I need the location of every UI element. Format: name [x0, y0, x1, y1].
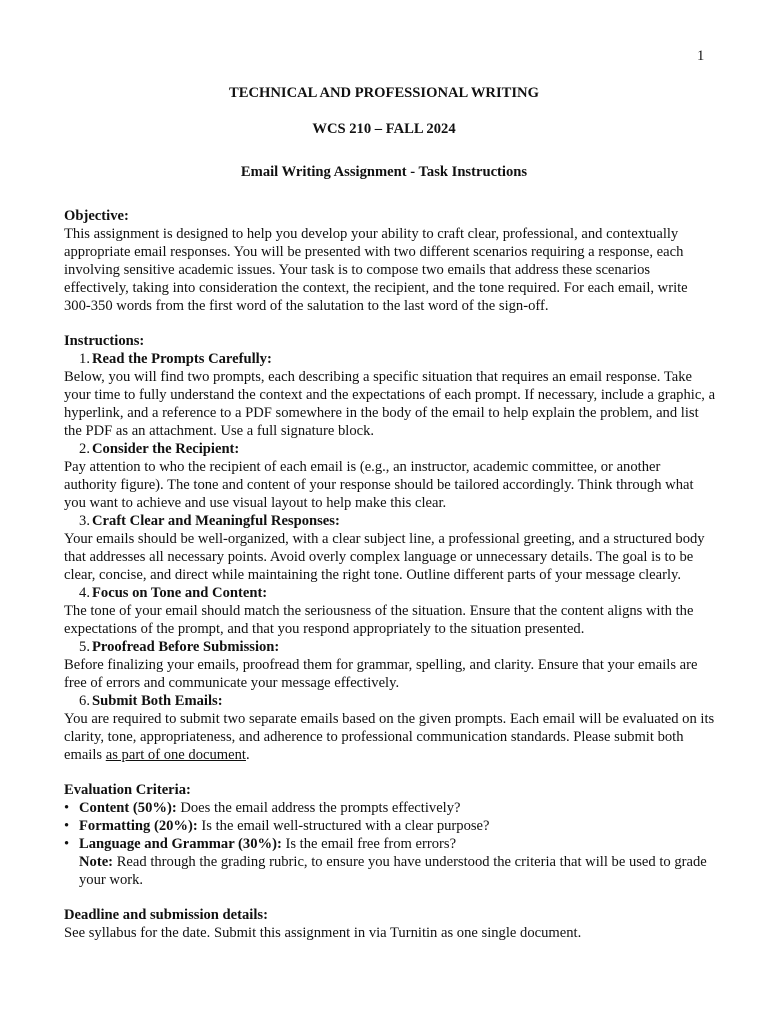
instruction-item	[64, 512, 716, 584]
course-code: WCS 210 – FALL 2024	[312, 121, 456, 137]
criterion-text: Is the email well-structured with a clear purpose?	[197, 818, 490, 834]
instruction-number: 2.	[79, 441, 90, 457]
deadline-text: See syllabus for the date. Submit this assignment in via Turnitin as one single document.	[64, 925, 582, 941]
instruction-text-part: .	[245, 747, 250, 763]
note-text: Read through the grading rubric, to ensure you have understood the criteria that will be used to grade your work.	[79, 854, 707, 888]
course-title: TECHNICAL AND PROFESSIONAL WRITING	[229, 85, 539, 101]
instruction-title: Submit Both Emails:	[92, 693, 223, 709]
instruction-text: Pay attention to who the recipient of each email is (e.g., an instructor, academic committee, or another authority figure). The tone and content of your response should be tailored accordingly. Think through what you want to achieve and use visual layout to help make this clear.	[64, 459, 694, 511]
instruction-item	[64, 692, 716, 764]
page-number: 1	[697, 48, 705, 64]
evaluation-item	[64, 799, 716, 817]
instruction-item	[64, 440, 716, 512]
bullet-icon: •	[64, 818, 70, 834]
criterion-label: Formatting (20%):	[79, 818, 198, 834]
instruction-number: 1.	[79, 351, 90, 367]
instruction-number: 4.	[79, 585, 90, 601]
evaluation-item	[64, 835, 716, 853]
evaluation-note	[64, 853, 716, 889]
instruction-title: Consider the Recipient:	[92, 441, 240, 457]
instructions-heading: Instructions:	[64, 333, 145, 349]
instruction-text-part: You are required to submit two separate emails based on the given prompts. Each email will be evaluated on its clarity, tone, appropriateness, and adherence to professional communication standards. Please submit both emails	[64, 711, 715, 763]
instruction-title: Proofread Before Submission:	[92, 639, 280, 655]
instruction-number: 3.	[79, 513, 90, 529]
criterion-text: Does the email address the prompts effectively?	[176, 800, 461, 816]
criterion-label: Content (50%):	[79, 800, 177, 816]
assignment-title: Email Writing Assignment - Task Instructions	[240, 164, 528, 180]
instruction-item	[64, 584, 716, 638]
evaluation-list	[64, 799, 716, 853]
instructions-list	[64, 350, 716, 764]
bullet-icon: •	[64, 836, 70, 852]
instruction-text: Before finalizing your emails, proofread them for grammar, spelling, and clarity. Ensure that your emails are free of errors and communicate your message effectively.	[64, 657, 698, 691]
instruction-item	[64, 350, 716, 440]
objective-heading: Objective:	[64, 208, 129, 224]
instruction-title: Focus on Tone and Content:	[92, 585, 268, 601]
bullet-icon: •	[64, 800, 70, 816]
instruction-text	[64, 710, 716, 764]
instruction-title: Read the Prompts Carefully:	[92, 351, 272, 367]
document-body	[64, 207, 716, 942]
criterion-label: Language and Grammar (30%):	[79, 836, 282, 852]
evaluation-heading: Evaluation Criteria:	[64, 782, 191, 798]
instruction-number: 5.	[79, 639, 90, 655]
objective-text: This assignment is designed to help you develop your ability to craft clear, professional, and contextually appropriate email responses. You will be presented with two different scenarios requiring a response, each involving sensitive academic issues. Your task is to compose two emails that address these scenarios effectively, taking into consideration the context, the recipient, and the tone required. For each email, write 300-350 words from the first word of the salutation to the last word of the sign-off.	[64, 226, 688, 314]
instruction-number: 6.	[79, 693, 90, 709]
criterion-text: Is the email free from errors?	[281, 836, 457, 852]
deadline-heading: Deadline and submission details:	[64, 907, 268, 923]
instruction-text: Below, you will find two prompts, each describing a specific situation that requires an email response. Take your time to fully understand the context and the expectations of each prompt. If necessary, include a graphic, a hyperlink, and a reference to a PDF somewhere in the body of the email to help explain the problem, and list the PDF as an attachment. Use a full signature block.	[64, 369, 716, 439]
instruction-text: The tone of your email should match the seriousness of the situation. Ensure that the content aligns with the expectations of the prompt, and that you respond appropriately to the situation presented.	[64, 603, 694, 637]
instruction-item	[64, 638, 716, 692]
note-label: Note:	[79, 854, 114, 870]
evaluation-item	[64, 817, 716, 835]
instruction-title: Craft Clear and Meaningful Responses:	[92, 513, 340, 529]
underlined-phrase: as part of one document	[105, 747, 246, 763]
instruction-text: Your emails should be well-organized, with a clear subject line, a professional greeting, and a structured body that addresses all necessary points. Avoid overly complex language or unnecessary details. The goal is to be clear, concise, and direct while maintaining the right tone. Outline different parts of your message clearly.	[64, 531, 705, 583]
